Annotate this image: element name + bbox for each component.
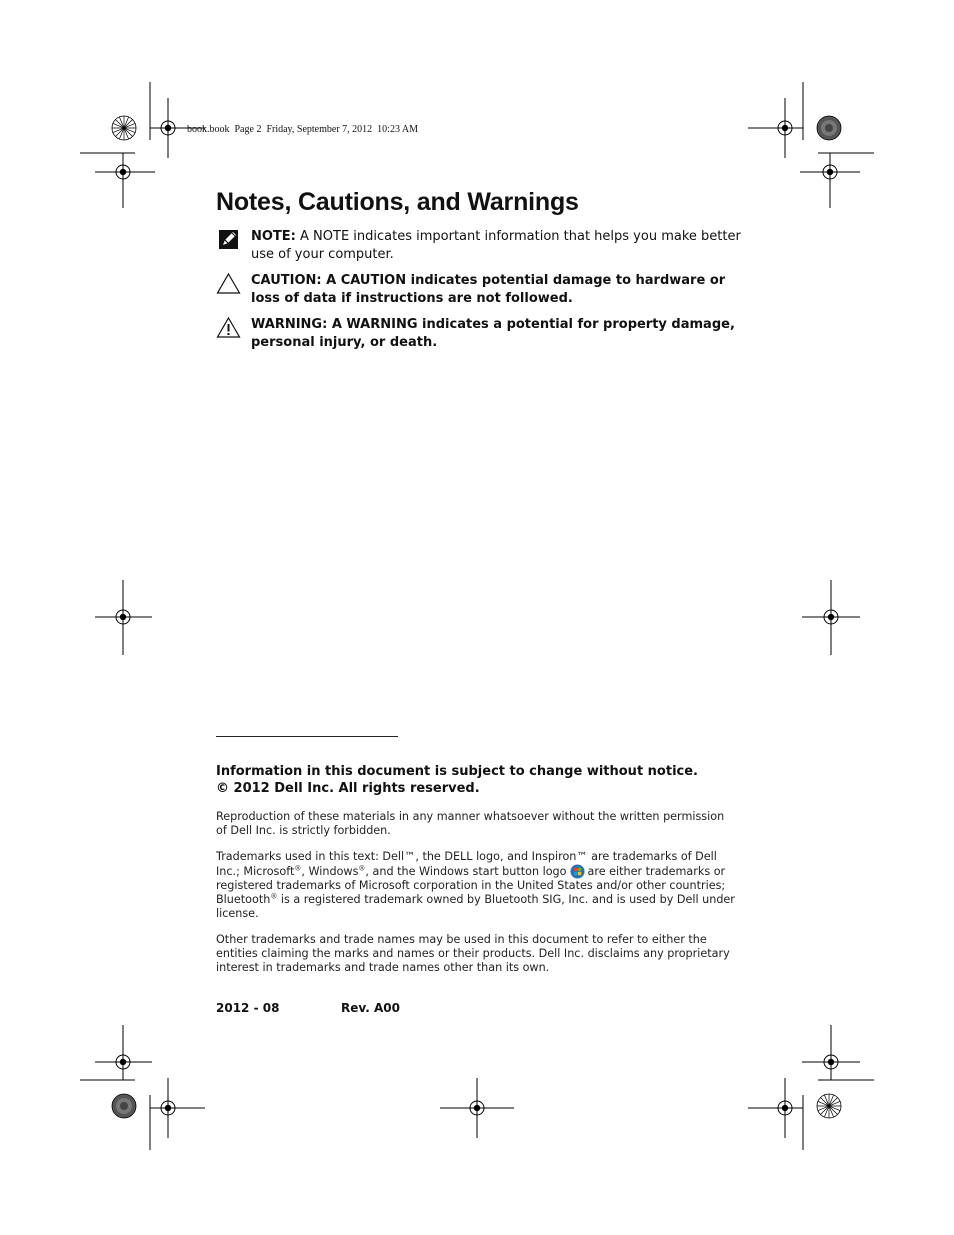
change-notice [216,763,738,797]
other-trademarks-paragraph: Other trademarks and trade names may be used in this document to refer to either the entities claiming the marks and names or their products. Dell Inc. disclaims any proprietary interest in trademarks and trade names other than its own. [216,933,730,974]
copyright-line: © 2012 Dell Inc. All rights reserved. [216,781,480,796]
caution-notice [216,272,741,307]
footer-divider [216,736,398,737]
print-slug-header: book.book Page 2 Friday, September 7, 2012 10:23 AM [187,124,419,135]
note-text: A NOTE indicates important information that helps you make better use of your computer. [251,229,741,262]
trademarks-paragraph: Trademarks used in this text: Dell™, the DELL logo, and Inspiron™ are trademarks of Dell Inc.; Microsoft®, Windows®, and the Windows start button logo are either trademarks or registered trademarks of Microsoft corporation in the United States and/or other countries; Bluetooth® is a registered trademark owned by Bluetooth SIG, Inc. and is used by Dell under license. [216,850,735,920]
change-notice-line: Information in this document is subject to change without notice. [216,764,698,779]
notices-section [216,188,741,351]
note-notice [216,228,741,263]
warning-text: WARNING: A WARNING indicates a potential for property damage, personal injury, or death. [251,317,735,350]
page-title: Notes, Cautions, and Warnings [216,188,579,216]
warning-exclamation-icon [216,316,241,338]
windows-start-button-icon [570,864,585,879]
reproduction-paragraph: Reproduction of these materials in any manner whatsoever without the written permission of Dell Inc. is strictly forbidden. [216,810,725,837]
warning-notice [216,316,741,351]
legal-footer [216,728,738,1015]
revision-number: Rev. A00 [341,1001,400,1015]
caution-text: CAUTION: A CAUTION indicates potential damage to hardware or loss of data if instructions are not followed. [251,273,726,306]
note-label: NOTE: [251,229,296,244]
revision-date: 2012 - 08 [216,1001,280,1015]
note-pencil-icon [216,228,241,250]
caution-triangle-icon [216,272,241,294]
revision-line [216,1001,738,1015]
